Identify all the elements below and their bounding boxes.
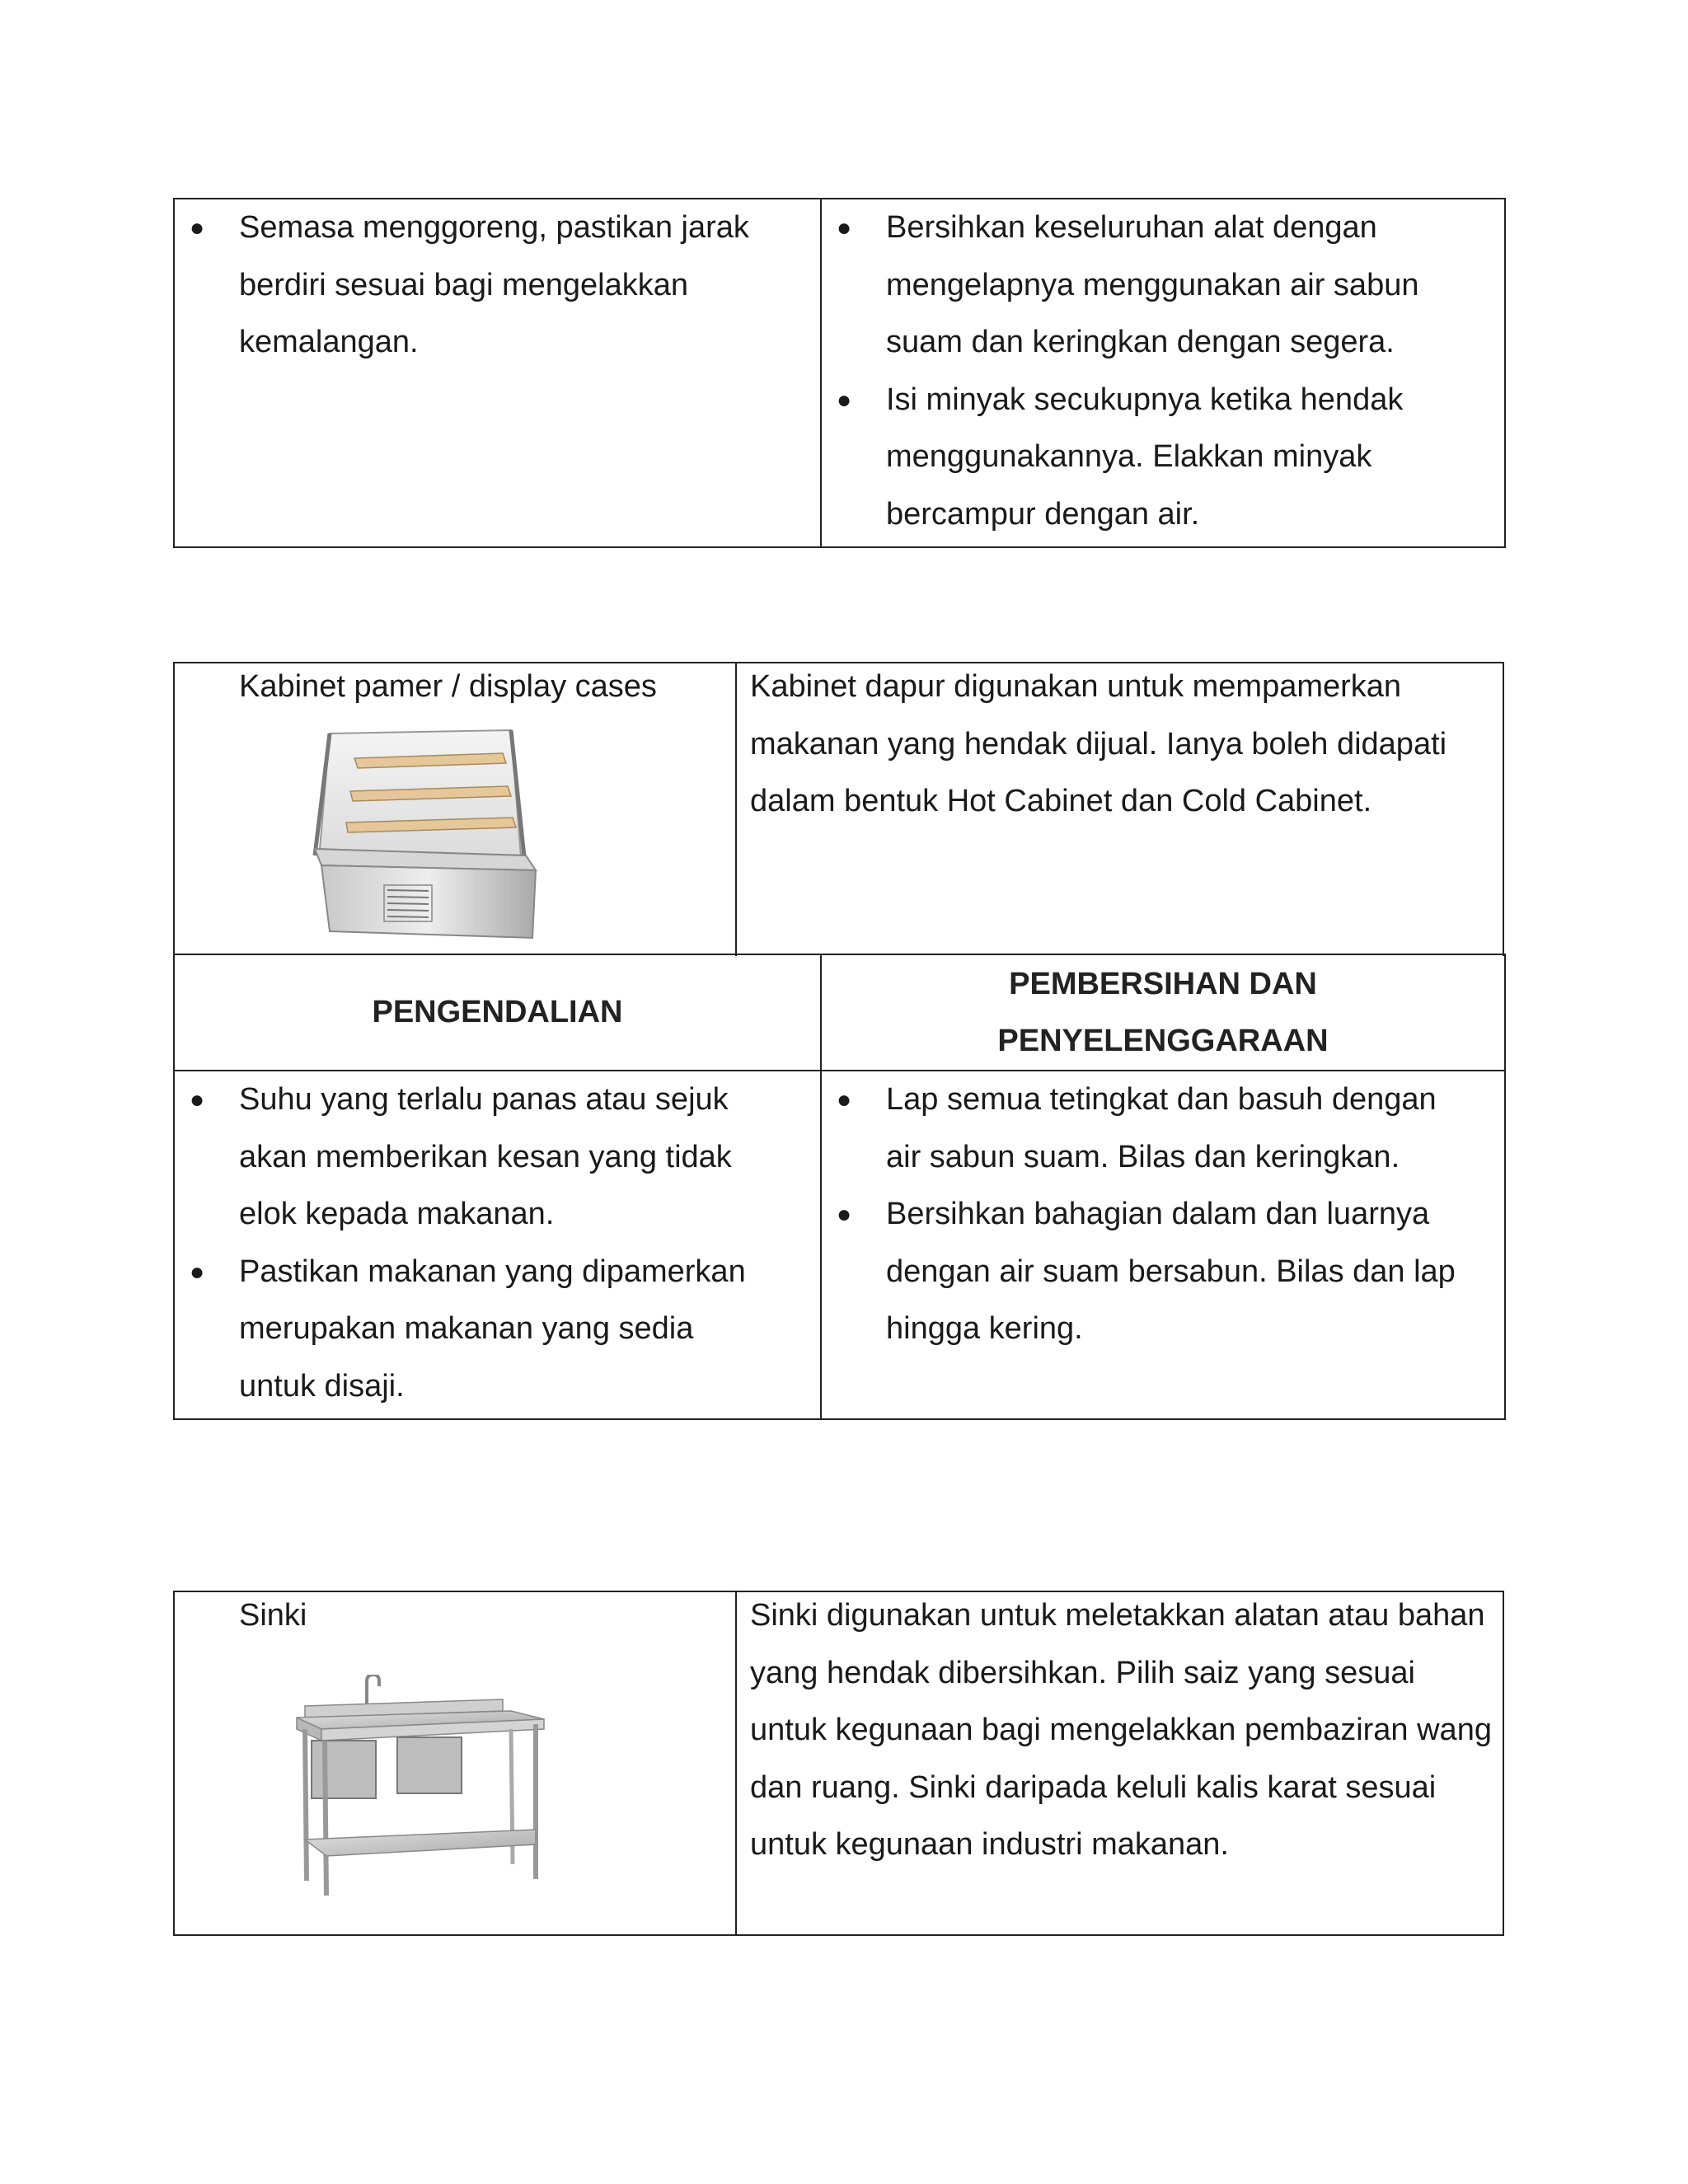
list-item: ● Pastikan makanan yang dipamerkan merupakan makanan yang sedia untuk disaji.: [175, 1244, 775, 1416]
list-item: ● Lap semua tetingkat dan basuh dengan air sabun suam. Bilas dan keringkan.: [822, 1071, 1471, 1186]
table-frying-care: [173, 198, 1506, 548]
cleaning-cell: [822, 1071, 1506, 1358]
table1-left-cell: [175, 199, 820, 372]
item-name: Kabinet pamer / display cases: [239, 669, 657, 704]
table-display-cases-intro: [173, 662, 1504, 956]
sink-image: [288, 1675, 552, 1897]
bullet-icon: ●: [190, 1258, 205, 1286]
header-handling: PENGENDALIAN: [372, 995, 623, 1029]
list-item: ● Bersihkan keseluruhan alat dengan mengelapnya menggunakan air sabun suam dan keringkan dengan segera.: [822, 199, 1463, 372]
handling-cell: [175, 1071, 820, 1415]
description-cell: [750, 1592, 1500, 1874]
item-description: Sinki digunakan untuk meletakkan alatan atau bahan yang hendak dibersihkan. Pilih saiz yang sesuai untuk kegunaan bagi mengelakkan pembaziran wang dan ruang. Sinki daripada keluli kalis karat sesuai untuk kegunaan industri makanan.: [750, 1598, 1492, 1862]
bullet-icon: ●: [837, 386, 852, 414]
item-description: Kabinet dapur digunakan untuk mempamerkan makanan yang hendak dijual. Ianya boleh didapati dalam bentuk Hot Cabinet dan Cold Cabinet.: [750, 669, 1447, 818]
item-name: Sinki: [239, 1598, 307, 1633]
item-cell: [239, 663, 725, 710]
bullet-icon: ●: [837, 214, 852, 241]
bullet-icon: ●: [190, 1086, 205, 1113]
bullet-icon: ●: [837, 1201, 852, 1228]
display-cabinet-image: [305, 725, 544, 946]
description-cell: [750, 663, 1492, 831]
list-item: ● Isi minyak secukupnya ketika hendak menggunakannya. Elakkan minyak bercampur dengan air.: [822, 372, 1463, 544]
bullet-icon: ●: [190, 214, 205, 241]
table-sink: [173, 1591, 1504, 1936]
table1-right-cell: [822, 199, 1506, 543]
table-display-cases-care: [173, 954, 1506, 1420]
list-item: ● Semasa menggoreng, pastikan jarak berdiri sesuai bagi mengelakkan kemalangan.: [175, 199, 775, 372]
list-item: ● Bersihkan bahagian dalam dan luarnya dengan air suam bersabun. Bilas dan lap hingga kering.: [822, 1186, 1471, 1358]
bullet-icon: ●: [837, 1086, 852, 1113]
item-cell: [239, 1592, 725, 1638]
list-item: ● Suhu yang terlalu panas atau sejuk akan memberikan kesan yang tidak elok kepada makanan.: [175, 1071, 775, 1244]
header-cleaning-maintenance: PEMBERSIHAN DAN PENYELENGGARAAN: [997, 966, 1329, 1058]
